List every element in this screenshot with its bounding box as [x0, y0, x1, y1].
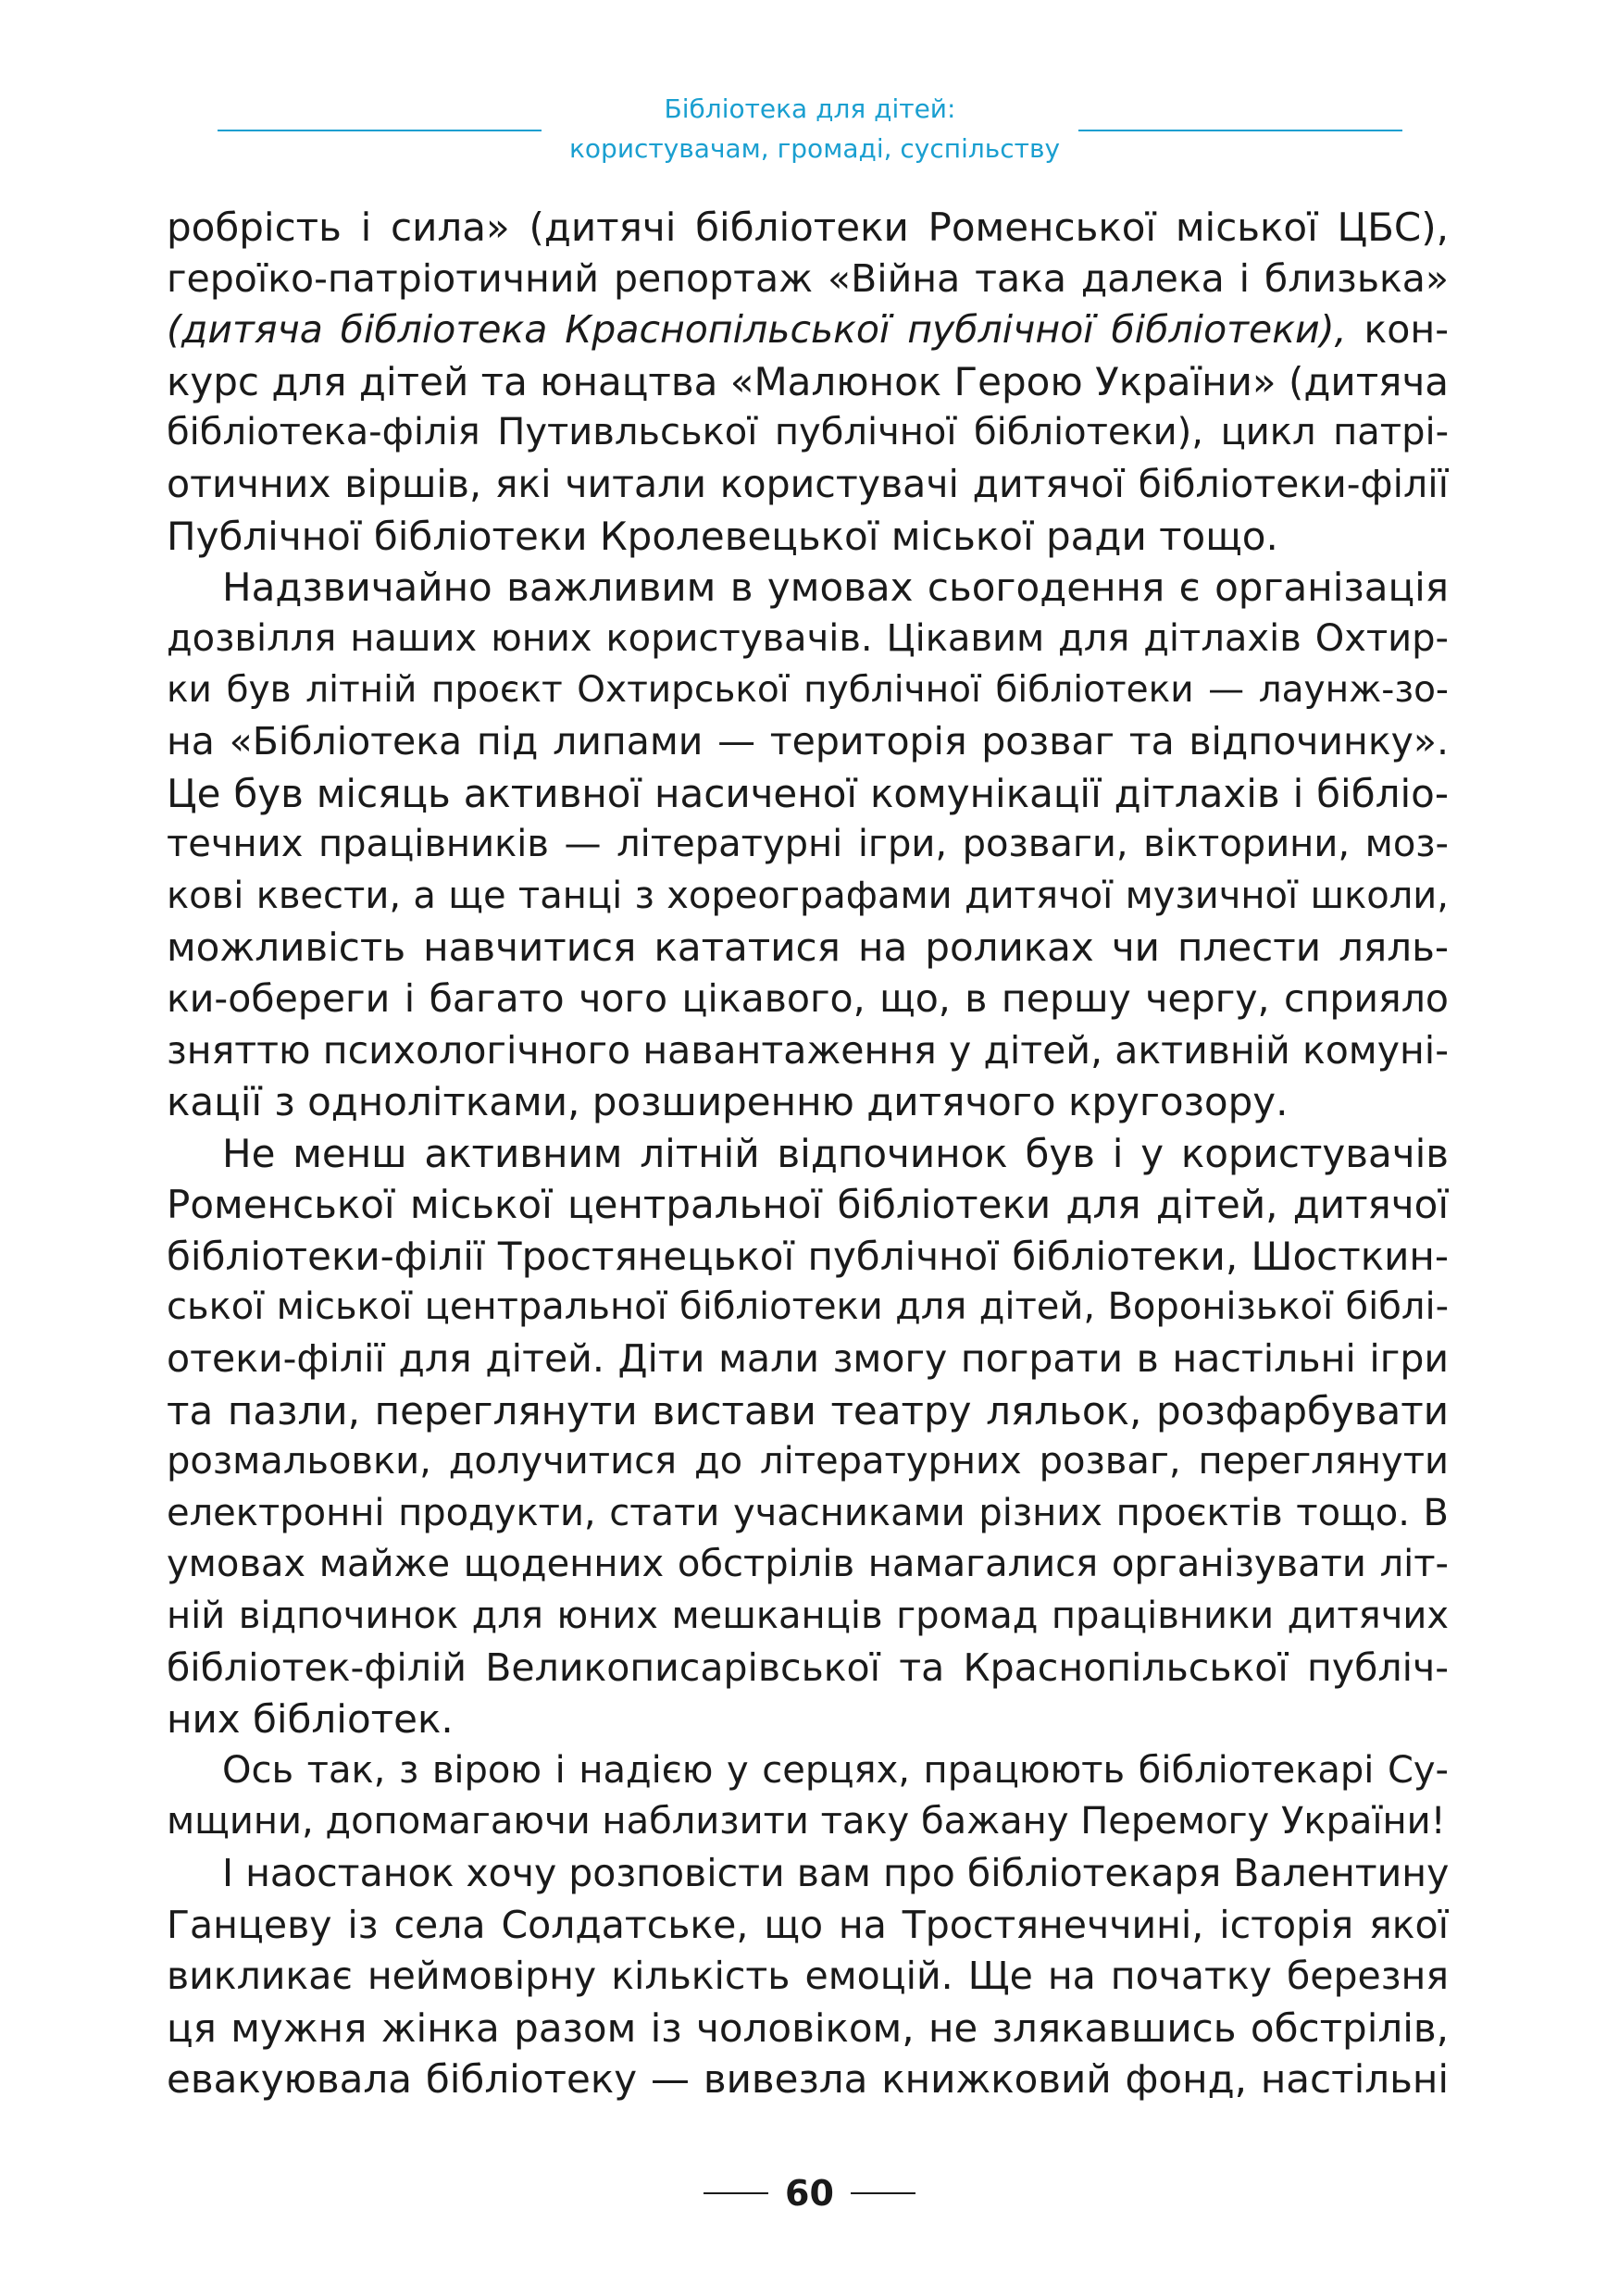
body-text: [167, 202, 1449, 2105]
running-header: [218, 89, 1402, 172]
text-line: них бібліотек.: [167, 1696, 454, 1743]
text-line: бібліотеки-філії Тростянецької публічної бібліотеки, Шосткин-: [167, 1233, 1449, 1279]
text-line: курс для дітей та юнацтва «Малюнок Герою України» (дитяча: [167, 358, 1449, 404]
text-line: дозвілля наших юних користувачів. Цікавим для дітлахів Охтир-: [167, 616, 1449, 660]
text-fragment: кон-: [1346, 307, 1449, 353]
text-line: Ось так, з вірою і надією у серцях, працюють бібліотекарі Су-: [222, 1748, 1449, 1792]
header-title-line-1: Бібліотека для дітей:: [664, 93, 956, 124]
text-line: Ганцеву із села Солдатське, що на Тростянеччині, історія якої: [167, 1902, 1449, 1947]
text-line: Не менш активним літній відпочинок був і у користувачів: [222, 1130, 1449, 1176]
text-line: Публічної бібліотеки Кролевецької міської ради тощо.: [167, 513, 1278, 559]
text-line: електронні продукти, стати учасниками різних проєктів тощо. В: [167, 1491, 1449, 1534]
text-line: мщини, допомагаючи наблизити таку бажану Перемогу України!: [167, 1800, 1446, 1843]
page-number-rule-right: [851, 2192, 915, 2194]
text-line: на «Бібліотека під липами — територія розваг та відпочинку».: [167, 718, 1449, 763]
header-rule-right: [1078, 130, 1402, 131]
text-line: Надзвичайно важливим в умовах сьогодення є організація: [222, 565, 1449, 611]
text-line: кові квести, а ще танці з хореографами дитячої музичної школи,: [167, 874, 1449, 917]
text-line: розмальовки, долучитися до літературних розваг, переглянути: [167, 1440, 1449, 1483]
text-line: викликає неймовірну кількість емоцій. Ще на початку березня: [167, 1954, 1449, 1999]
text-line: робрість і сила» (дитячі бібліотеки Роменської міської ЦБС),: [167, 205, 1449, 250]
text-line: можливість навчитися кататися на роликах чи плести ляль-: [167, 925, 1449, 971]
text-line: героїко-патріотичний репортаж «Війна така далека і близька»: [167, 255, 1449, 301]
text-line: ній відпочинок для юних мешканців громад працівники дитячих: [167, 1595, 1449, 1638]
text-line: бібліотек-філій Великописарівської та Краснопільської публіч-: [167, 1644, 1449, 1690]
text-line: бібліотека-філія Путивльської публічної бібліотеки), цикл патрі-: [167, 411, 1449, 454]
text-line: І наостанок хочу розповісти вам про бібліотекаря Валентину: [222, 1851, 1449, 1895]
text-line: Роменської міської центральної бібліотеки для дітей, дитячої: [167, 1182, 1449, 1228]
text-line: течних працівників — літературні ігри, розваги, вікторини, моз-: [167, 823, 1449, 866]
text-line: [167, 304, 1449, 356]
text-line: ки-обереги і багато чого цікавого, що, в першу чергу, сприяло: [167, 975, 1449, 1021]
header-title-line-2: користувачам, громаді, суспільству: [569, 133, 1061, 164]
text-line: ки був літній проєкт Охтирської публічної бібліотеки — лаунж-зо-: [167, 669, 1449, 712]
text-line: та пазли, переглянути вистави театру ляльок, розфарбувати: [167, 1387, 1449, 1433]
text-line: кації з однолітками, розширенню дитячого кругозору.: [167, 1079, 1289, 1125]
text-line: отеки-філії для дітей. Діти мали змогу пограти в настільні ігри: [167, 1336, 1449, 1382]
text-line: умовах майже щоденних обстрілів намагалися організувати літ-: [167, 1543, 1449, 1586]
text-line: зняттю психологічного навантаження у дітей, активній комуні-: [167, 1027, 1449, 1073]
page-number-rule-left: [704, 2192, 768, 2194]
page-number-label: 60: [785, 2173, 834, 2214]
text-line: ської міської центральної бібліотеки для дітей, Воронізької біблі-: [167, 1285, 1449, 1329]
text-line: ця мужня жінка разом із чоловіком, не злякавшись обстрілів,: [167, 2004, 1449, 2051]
text-line: евакуювала бібліотеку — вивезла книжковий фонд, настільні: [167, 2056, 1449, 2103]
text-line: отичних віршів, які читали користувачі дитячої бібліотеки-філії: [167, 461, 1449, 506]
header-title: [569, 89, 1061, 168]
page-number: [0, 2173, 1619, 2219]
italic-citation: (дитяча бібліотека Краснопільської публічної бібліотеки),: [167, 307, 1347, 353]
text-line: Це був місяць активної насиченої комунікації дітлахів і бібліо-: [167, 770, 1449, 816]
header-rule-left: [218, 130, 542, 131]
